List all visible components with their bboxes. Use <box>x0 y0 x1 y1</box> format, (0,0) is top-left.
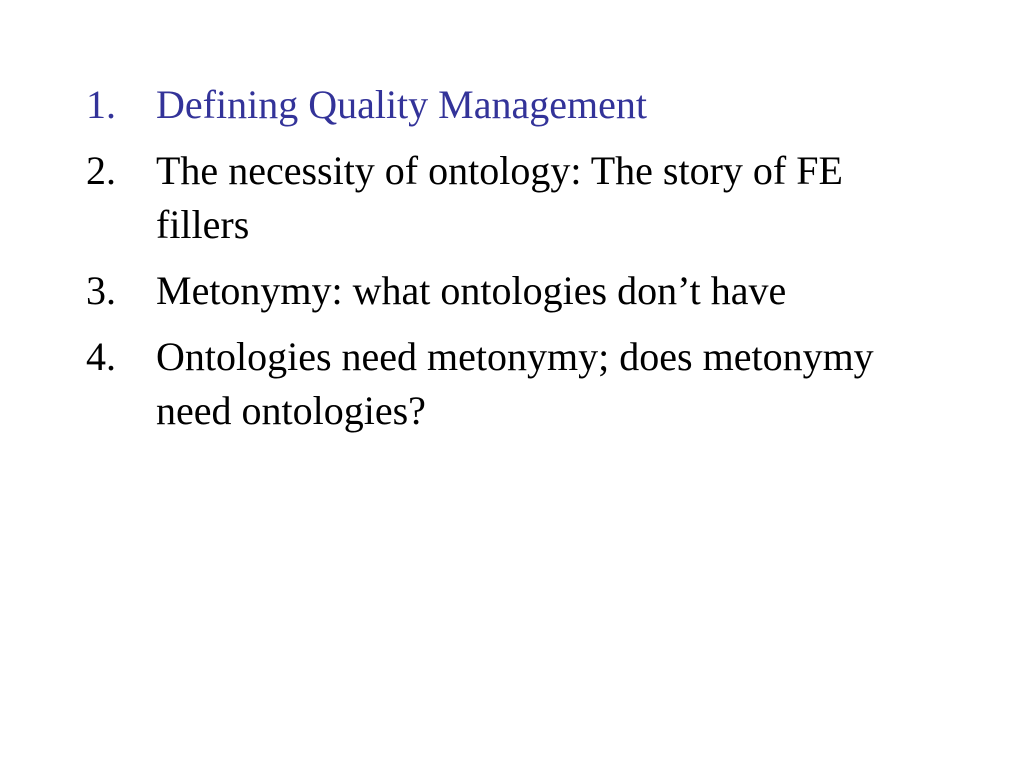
outline-item-number: 3. <box>86 268 116 313</box>
outline-item-text: Defining Quality Management <box>156 82 647 127</box>
outline-item-number: 4. <box>86 334 116 379</box>
outline-item-1 <box>86 78 946 132</box>
outline-item-4 <box>86 330 946 438</box>
outline-item-number: 2. <box>86 148 116 193</box>
outline-item-text: The necessity of ontology: The story of FE fillers <box>156 148 843 247</box>
outline-item-text: Metonymy: what ontologies don’t have <box>156 268 787 313</box>
outline-item-text: Ontologies need metonymy; does metonymy need ontologies? <box>156 334 874 433</box>
outline-list <box>86 78 946 450</box>
outline-item-2 <box>86 144 946 252</box>
outline-item-3 <box>86 264 946 318</box>
outline-item-number: 1. <box>86 82 116 127</box>
